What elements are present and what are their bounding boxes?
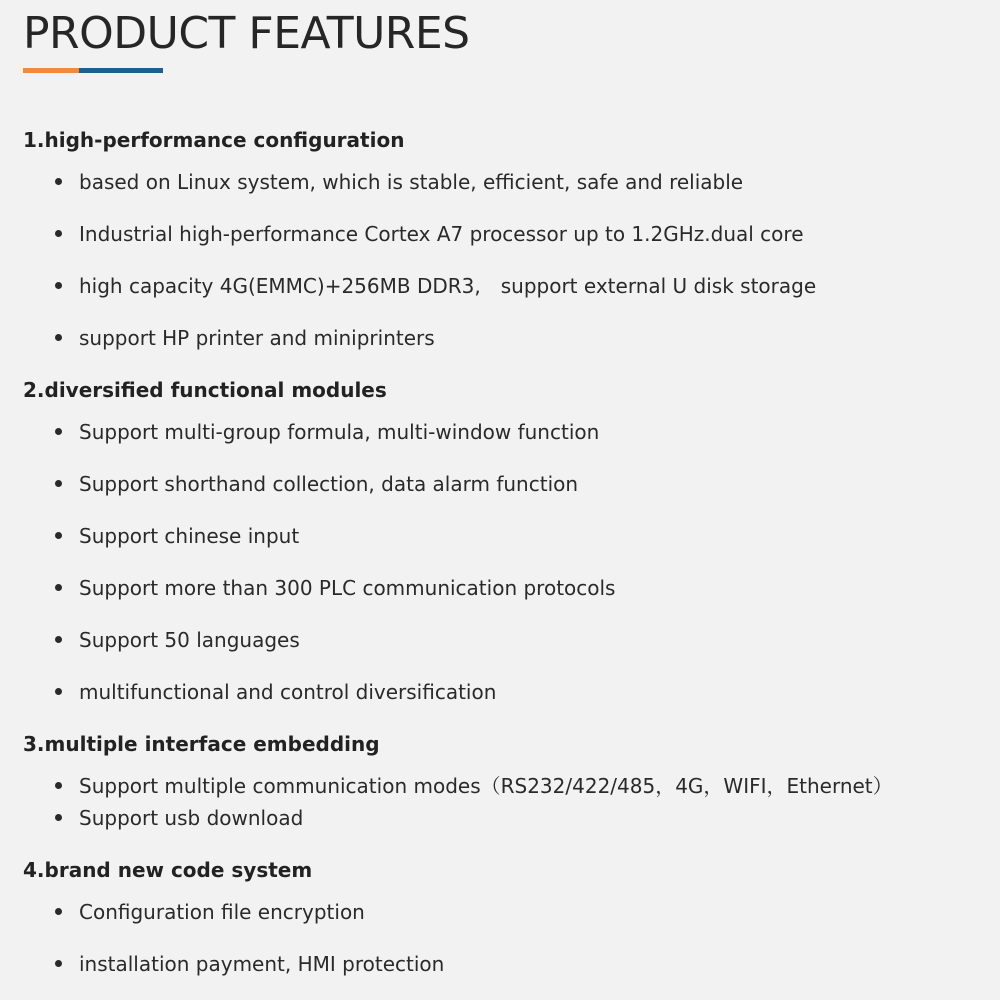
bullet-icon — [55, 814, 62, 821]
feature-item: Configuration file encryption — [79, 900, 365, 924]
feature-item: Industrial high-performance Cortex A7 processor up to 1.2GHz.dual core — [79, 222, 804, 246]
bullet-icon — [55, 532, 62, 539]
title-underline-accent — [23, 68, 79, 73]
bullet-icon — [55, 636, 62, 643]
bullet-icon — [55, 282, 62, 289]
feature-item: Support chinese input — [79, 524, 300, 548]
section-heading-3: 3.multiple interface embedding — [23, 732, 380, 756]
bullet-icon — [55, 960, 62, 967]
feature-item: Support more than 300 PLC communication protocols — [79, 576, 616, 600]
bullet-icon — [55, 908, 62, 915]
bullet-icon — [55, 584, 62, 591]
feature-item: high capacity 4G(EMMC)+256MB DDR3, support external U disk storage — [79, 274, 817, 298]
bullet-icon — [55, 230, 62, 237]
feature-item: installation payment, HMI protection — [79, 952, 445, 976]
bullet-icon — [55, 428, 62, 435]
bullet-icon — [55, 480, 62, 487]
feature-item: Support multiple communication modes（RS232/422/485，4G，WIFI，Ethernet） — [79, 774, 893, 798]
bullet-icon — [55, 782, 62, 789]
feature-item: based on Linux system, which is stable, efficient, safe and reliable — [79, 170, 744, 194]
section-heading-2: 2.diversified functional modules — [23, 378, 387, 402]
feature-item: Support 50 languages — [79, 628, 300, 652]
feature-item: Support multi-group formula, multi-window function — [79, 420, 600, 444]
bullet-icon — [55, 178, 62, 185]
page-title: PRODUCT FEATURES — [23, 8, 470, 59]
feature-item: support HP printer and miniprinters — [79, 326, 435, 350]
bullet-icon — [55, 688, 62, 695]
feature-item: Support usb download — [79, 806, 304, 830]
title-underline — [23, 68, 163, 73]
title-underline-primary — [79, 68, 163, 73]
section-heading-1: 1.high-performance configuration — [23, 128, 405, 152]
section-heading-4: 4.brand new code system — [23, 858, 313, 882]
feature-item: Support shorthand collection, data alarm function — [79, 472, 579, 496]
bullet-icon — [55, 334, 62, 341]
feature-item: multifunctional and control diversification — [79, 680, 497, 704]
